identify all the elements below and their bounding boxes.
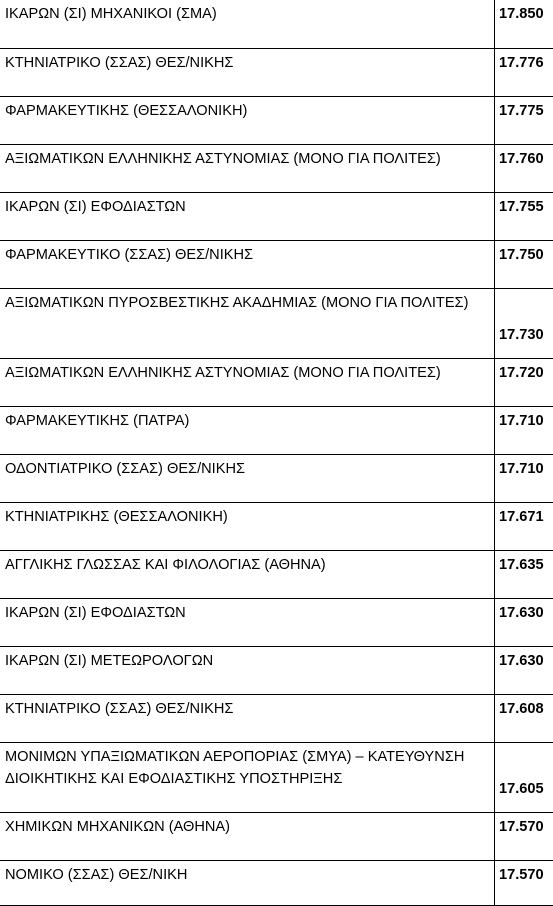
table-row: [0, 551, 553, 599]
score-value: 17.755: [499, 199, 544, 215]
score-value: 17.760: [499, 151, 544, 167]
department-name: ΙΚΑΡΩΝ (ΣΙ) ΕΦΟΔΙΑΣΤΩΝ: [0, 193, 495, 240]
score-value: 17.776: [499, 55, 544, 71]
score-value: 17.570: [499, 867, 544, 883]
table-row: [0, 0, 553, 49]
score-value: 17.570: [499, 819, 544, 835]
table-row: [0, 289, 553, 359]
department-name: ΚΤΗΝΙΑΤΡΙΚΟ (ΣΣΑΣ) ΘΕΣ/ΝΙΚΗΣ: [0, 695, 495, 742]
department-name: ΑΞΙΩΜΑΤΙΚΩΝ ΕΛΛΗΝΙΚΗΣ ΑΣΤΥΝΟΜΙΑΣ (ΜΟΝΟ ΓΙΑ ΠΟΛΙΤΕΣ): [0, 359, 495, 406]
score-value: 17.710: [499, 413, 544, 429]
table-row: [0, 97, 553, 145]
score-value: 17.720: [499, 365, 544, 381]
score-value: 17.671: [499, 509, 544, 525]
department-name: ΜΟΝΙΜΩΝ ΥΠΑΞΙΩΜΑΤΙΚΩΝ ΑΕΡΟΠΟΡΙΑΣ (ΣΜΥΑ) – ΚΑΤΕΥΘΥΝΣΗ ΔΙΟΙΚΗΤΙΚΗΣ ΚΑΙ ΕΦΟΔΙΑΣΤΙΚΗΣ ΥΠΟΣΤΗΡΙΞΗΣ: [0, 743, 495, 812]
table-row: [0, 695, 553, 743]
department-name: ΙΚΑΡΩΝ (ΣΙ) ΜΗΧΑΝΙΚΟΙ (ΣΜΑ): [0, 0, 495, 48]
table-row: [0, 813, 553, 861]
department-name: ΧΗΜΙΚΩΝ ΜΗΧΑΝΙΚΩΝ (ΑΘΗΝΑ): [0, 813, 495, 860]
score-value: 17.605: [499, 781, 544, 797]
department-name: ΑΓΓΛΙΚΗΣ ΓΛΩΣΣΑΣ ΚΑΙ ΦΙΛΟΛΟΓΙΑΣ (ΑΘΗΝΑ): [0, 551, 495, 598]
department-name: ΙΚΑΡΩΝ (ΣΙ) ΕΦΟΔΙΑΣΤΩΝ: [0, 599, 495, 646]
department-name: ΚΤΗΝΙΑΤΡΙΚΗΣ (ΘΕΣΣΑΛΟΝΙΚΗ): [0, 503, 495, 550]
table-row: [0, 647, 553, 695]
table-row: [0, 503, 553, 551]
table-row: [0, 861, 553, 906]
department-name: ΟΔΟΝΤΙΑΤΡΙΚΟ (ΣΣΑΣ) ΘΕΣ/ΝΙΚΗΣ: [0, 455, 495, 502]
score-value: 17.635: [499, 557, 544, 573]
table-row: [0, 241, 553, 289]
department-name: ΦΑΡΜΑΚΕΥΤΙΚΟ (ΣΣΑΣ) ΘΕΣ/ΝΙΚΗΣ: [0, 241, 495, 288]
score-value: 17.630: [499, 605, 544, 621]
score-value: 17.730: [499, 327, 544, 343]
department-name: ΑΞΙΩΜΑΤΙΚΩΝ ΕΛΛΗΝΙΚΗΣ ΑΣΤΥΝΟΜΙΑΣ (ΜΟΝΟ ΓΙΑ ΠΟΛΙΤΕΣ): [0, 145, 495, 192]
table-row: [0, 407, 553, 455]
table-row: [0, 359, 553, 407]
score-value: 17.608: [499, 701, 544, 717]
department-name: ΑΞΙΩΜΑΤΙΚΩΝ ΠΥΡΟΣΒΕΣΤΙΚΗΣ ΑΚΑΔΗΜΙΑΣ (ΜΟΝΟ ΓΙΑ ΠΟΛΙΤΕΣ): [0, 289, 495, 358]
table-row: [0, 743, 553, 813]
table-row: [0, 49, 553, 97]
score-value: 17.710: [499, 461, 544, 477]
department-name: ΚΤΗΝΙΑΤΡΙΚΟ (ΣΣΑΣ) ΘΕΣ/ΝΙΚΗΣ: [0, 49, 495, 96]
table-row: [0, 193, 553, 241]
table-row: [0, 455, 553, 503]
score-value: 17.750: [499, 247, 544, 263]
score-value: 17.850: [499, 6, 544, 22]
score-value: 17.630: [499, 653, 544, 669]
table-row: [0, 599, 553, 647]
department-name: ΦΑΡΜΑΚΕΥΤΙΚΗΣ (ΠΑΤΡΑ): [0, 407, 495, 454]
table-row: [0, 145, 553, 193]
score-value: 17.775: [499, 103, 544, 119]
department-name: ΙΚΑΡΩΝ (ΣΙ) ΜΕΤΕΩΡΟΛΟΓΩΝ: [0, 647, 495, 694]
department-name: ΦΑΡΜΑΚΕΥΤΙΚΗΣ (ΘΕΣΣΑΛΟΝΙΚΗ): [0, 97, 495, 144]
department-name: ΝΟΜΙΚΟ (ΣΣΑΣ) ΘΕΣ/ΝΙΚΗ: [0, 861, 495, 905]
